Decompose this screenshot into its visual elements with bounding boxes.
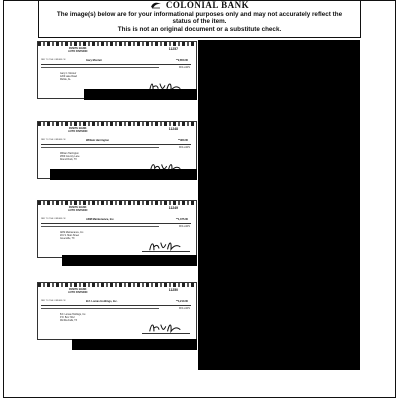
micr-redaction xyxy=(84,89,197,100)
payer-line: ZENITH BANK xyxy=(68,47,87,50)
micr-redaction xyxy=(62,255,197,266)
check-number: 11257 xyxy=(168,47,178,51)
payer-line: ZENITH BANK xyxy=(68,206,87,209)
payer-line: AUTO DIVISION xyxy=(68,50,88,53)
pay-label: PAY TO THE ORDER OF xyxy=(41,300,66,302)
payer-block xyxy=(68,127,87,133)
pay-line xyxy=(41,221,191,224)
notice-text-1: The image(s) below are for your informational purposes only and may not accurately reflect the status of the item. xyxy=(56,11,343,26)
pay-label: PAY TO THE ORDER OF xyxy=(41,59,66,61)
pay-label: PAY TO THE ORDER OF xyxy=(41,218,66,220)
amount-words-line xyxy=(41,147,159,148)
micr-redaction xyxy=(72,339,197,350)
pay-line xyxy=(41,142,191,145)
payee-name: Gary Monteir xyxy=(86,59,102,62)
address-line: 201 S. Main Street xyxy=(60,235,80,237)
dollars-label: DOLLARS xyxy=(178,146,190,149)
check-image-4 xyxy=(37,282,197,340)
security-band xyxy=(38,122,196,126)
security-band xyxy=(38,201,196,205)
payer-block xyxy=(68,288,87,294)
payer-line: ZENITH BANK xyxy=(68,127,87,130)
security-band xyxy=(38,42,196,46)
amount-words-line xyxy=(41,67,159,68)
check-number: 11250 xyxy=(168,288,178,292)
address-line: P.O. Box 7412 xyxy=(60,317,75,319)
pay-line xyxy=(41,62,191,65)
signature-line xyxy=(142,333,190,334)
check-number: 11248 xyxy=(168,127,178,131)
micr-redaction xyxy=(50,169,197,180)
payer-line: AUTO DIVISION xyxy=(68,130,88,133)
address-line: William Harrington xyxy=(60,153,79,155)
address-line: Mobile, AL xyxy=(60,79,71,81)
payee-address xyxy=(60,314,86,323)
bank-logo-icon xyxy=(150,1,162,9)
dollars-label: DOLLARS xyxy=(178,225,190,228)
address-line: Greenville, TX xyxy=(60,238,75,240)
payer-block xyxy=(68,206,87,212)
address-line: 2650 Country Lane xyxy=(60,156,80,158)
notice-text-2: This is not an original document or a substitute check. xyxy=(117,26,282,34)
check-amount: **2,850.00 xyxy=(175,59,188,62)
check-number: 11249 xyxy=(168,206,178,210)
security-band xyxy=(38,283,196,287)
amount-words-line xyxy=(41,308,159,309)
payer-line: ZENITH BANK xyxy=(68,288,87,291)
payer-block xyxy=(68,47,87,53)
payee-address xyxy=(60,232,84,241)
dollars-label: DOLLARS xyxy=(178,66,190,69)
check-amount: **960.00 xyxy=(178,139,188,142)
payer-line: AUTO DIVISION xyxy=(68,209,88,212)
payee-address xyxy=(60,73,77,82)
amount-words-line xyxy=(41,226,159,227)
pay-label: PAY TO THE ORDER OF xyxy=(41,139,66,141)
signature-line xyxy=(142,251,190,252)
bank-name: COLONIAL BANK xyxy=(165,0,250,10)
address-line: Round Rock, TX xyxy=(60,159,77,161)
check-amount: **1,375.00 xyxy=(175,218,188,221)
address-line: Gary C. Monteir xyxy=(60,73,77,75)
address-line: ADM Maintenance, Inc. xyxy=(60,232,84,234)
payee-address xyxy=(60,153,80,162)
bank-name-row xyxy=(39,0,360,10)
pay-line xyxy=(41,303,191,306)
bank-notice-header xyxy=(38,0,361,38)
check-image-3 xyxy=(37,200,197,258)
payee-name: William Harrington xyxy=(86,139,110,142)
address-line: B.F. Lomas Holdings, Inc. xyxy=(60,314,87,316)
address-line: 1200 Lake Road xyxy=(60,76,77,78)
check-amount: **4,210.00 xyxy=(175,300,188,303)
payer-line: AUTO DIVISION xyxy=(68,291,88,294)
dollars-label: DOLLARS xyxy=(178,307,190,310)
address-line: Wichita Falls, TX xyxy=(60,320,78,322)
payee-name: ADM Maintenance, Inc. xyxy=(86,218,115,221)
redaction-block xyxy=(198,40,360,370)
payee-name: B.F. Lomas Holdings, Inc. xyxy=(86,300,118,303)
